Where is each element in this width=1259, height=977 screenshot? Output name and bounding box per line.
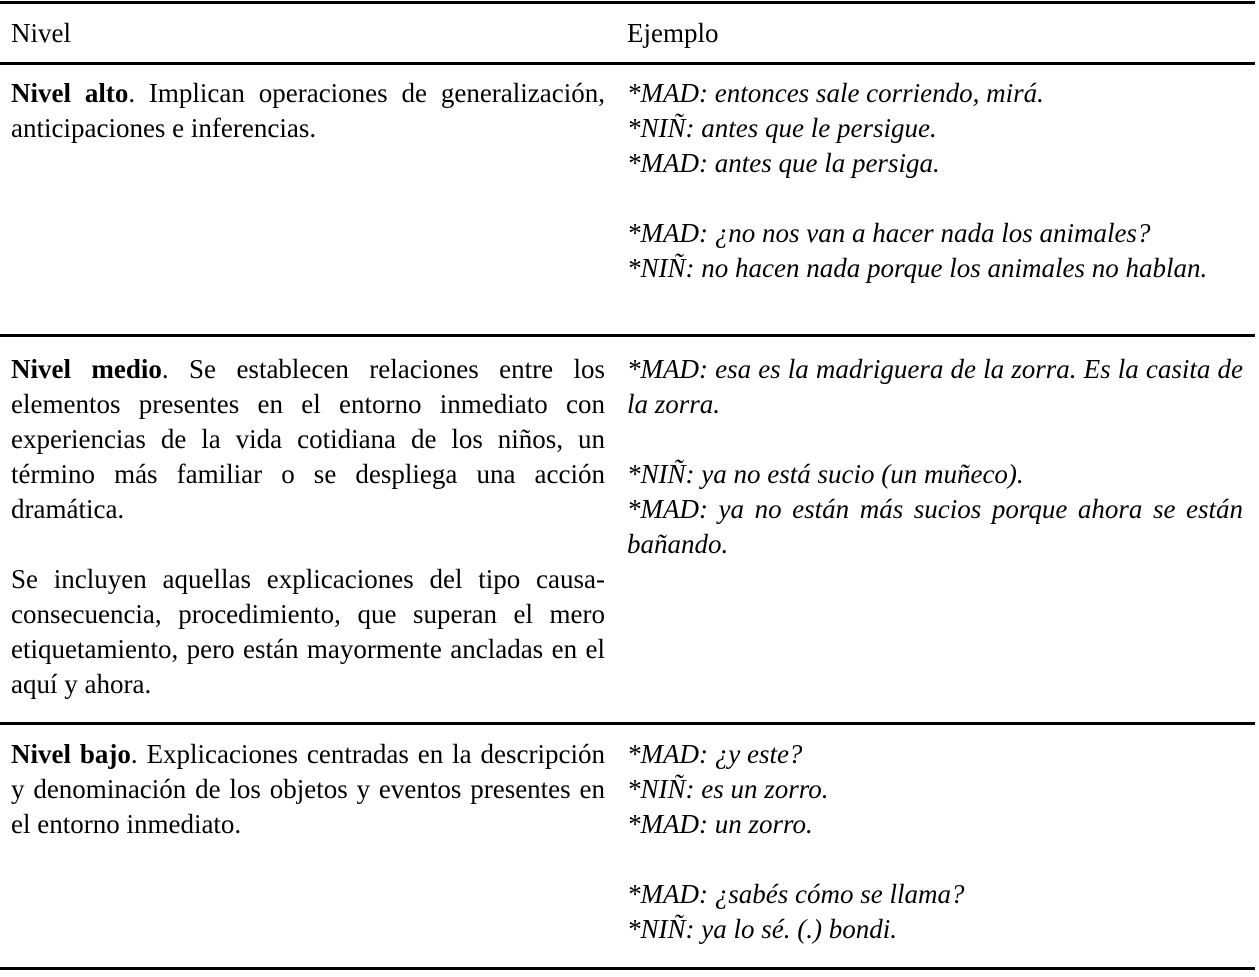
row-medio-level-name: Nivel medio — [11, 354, 162, 384]
example-line: *MAD: ¿y este? — [627, 739, 803, 769]
row-bajo-level-name: Nivel bajo — [11, 739, 131, 769]
header-ejemplo-label: Ejemplo — [627, 18, 719, 48]
example-line: *MAD: entonces sale corriendo, mirá. — [627, 78, 1044, 108]
header-nivel — [11, 16, 605, 51]
table-row-bajo-description — [11, 737, 605, 842]
header-nivel-label: Nivel — [11, 18, 71, 48]
table-row-alto-description — [11, 76, 605, 146]
example-line: *NIÑ: antes que le persigue. — [627, 113, 937, 143]
header-ejemplo — [627, 16, 1243, 51]
example-line: *MAD: ¿no nos van a hacer nada los animales? — [627, 218, 1151, 248]
table-bottom-rule — [0, 967, 1255, 970]
row-divider — [0, 334, 1255, 337]
example-line: *MAD: ¿sabés cómo se llama? — [627, 879, 965, 909]
header-rule — [0, 62, 1255, 65]
example-line: *NIÑ: no hacen nada porque los animales no hablan. — [627, 253, 1208, 283]
example-line: *MAD: un zorro. — [627, 809, 813, 839]
row-divider — [0, 722, 1255, 725]
row-medio-paragraph-2: Se incluyen aquellas explicaciones del tipo causa-consecuencia, procedimiento, que superan el mero etiquetamiento, pero están mayormente ancladas en el aquí y ahora. — [11, 564, 605, 699]
table-top-rule — [0, 1, 1255, 4]
example-line: *MAD: antes que la persiga. — [627, 148, 940, 178]
example-line: *NIÑ: es un zorro. — [627, 774, 829, 804]
row-bajo-description-text: . Explicaciones centradas en la descripción y denominación de los objetos y eventos presentes en el entorno inmediato. — [11, 739, 605, 839]
example-line: *NIÑ: ya lo sé. (.) bondi. — [627, 914, 897, 944]
row-bajo-paragraph — [11, 737, 605, 842]
row-alto-level-name: Nivel alto — [11, 78, 129, 108]
row-alto-paragraph — [11, 76, 605, 146]
row-alto-description-text: . Implican operaciones de generalización, anticipaciones e inferencias. — [11, 78, 605, 143]
example-line: *MAD: esa es la madriguera de la zorra. Es la casita de la zorra. — [627, 354, 1243, 419]
row-medio-paragraph — [11, 352, 605, 527]
row-medio-description-text: . Se establecen relaciones entre los elementos presentes en el entorno inmediato con experiencias de la vida cotidiana de los niños, un término más familiar o se despliega una acción dramática. — [11, 354, 605, 524]
example-line: *NIÑ: ya no está sucio (un muñeco). — [627, 459, 1024, 489]
table-row-medio-example — [627, 352, 1243, 562]
table-row-alto-example — [627, 76, 1243, 286]
table-row-medio-description — [11, 352, 605, 702]
example-line: *MAD: ya no están más sucios porque ahora se están bañando. — [627, 494, 1243, 559]
table-row-bajo-example — [627, 737, 1243, 947]
